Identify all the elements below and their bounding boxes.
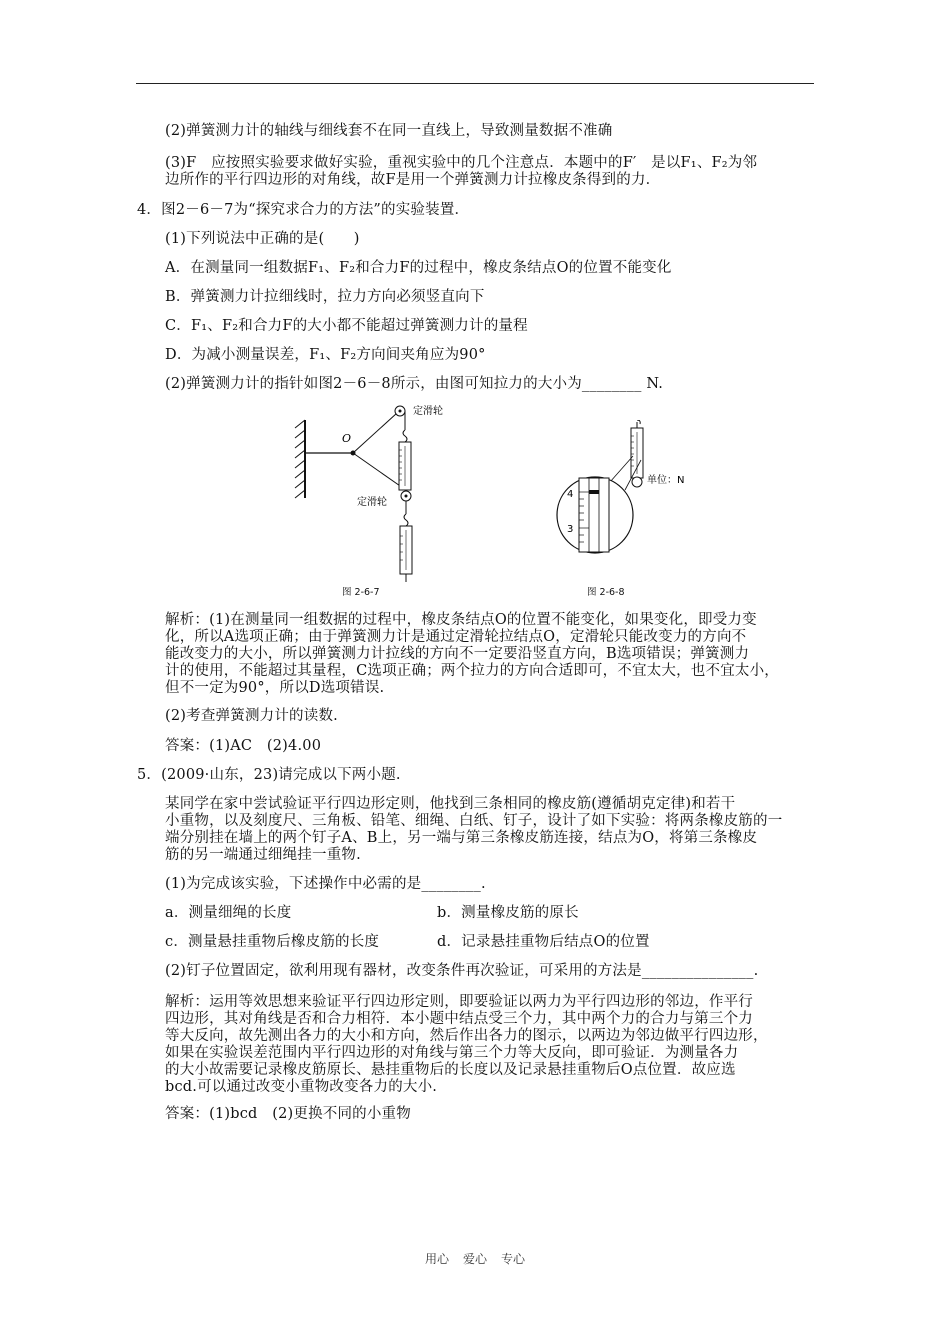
option-b: B．弹簧测力计拉细线时，拉力方向必须竖直向下	[165, 289, 485, 305]
text-line: (3)F 应按照实验要求做好实验，重视实验中的几个注意点．本题中的F′ 是以F₁、F₂为邻	[165, 155, 758, 171]
analysis-line: 解析：运用等效思想来验证平行四边形定则，即要验证以两力为平行四边形的邻边，作平行	[165, 994, 753, 1010]
pulley-label: 定滑轮	[357, 497, 387, 508]
text-line: 边所作的平行四边形的对角线，故F是用一个弹簧测力计拉橡皮条得到的力．	[165, 172, 661, 188]
analysis-line: 如果在实验误差范围内平行四边形的对角线与第三个力等大反向，即可验证．为测量各力	[165, 1045, 739, 1061]
question-5-text: 筋的另一端通过细绳挂一重物.	[165, 847, 361, 863]
footer-text: 专心	[501, 1252, 526, 1266]
footer-text: 爱心	[462, 1252, 487, 1266]
node-label: O	[342, 432, 352, 445]
question-4: 4．图2－6－7为“探究求合力的方法”的实验装置．	[137, 202, 470, 218]
analysis-line: 计的使用，不能超过其量程，C选项正确；两个拉力的方向合适即可，不宜太大，也不宜太小，	[165, 663, 779, 679]
analysis-line: bcd.可以通过改变小重物改变各力的大小.	[165, 1079, 438, 1095]
answer-4: 答案：(1)AC (2)4.00	[165, 738, 322, 754]
analysis-line: (2)考查弹簧测力计的读数.	[165, 708, 338, 724]
question-5-text: 端分别挂在墙上的两个钉子A、B上，另一端与第三条橡皮筋连接，结点为O，将第三条橡皮	[165, 830, 758, 846]
option-a: A．在测量同一组数据F₁、F₂和合力F的过程中，橡皮条结点O的位置不能变化	[165, 260, 672, 276]
page-footer	[0, 1250, 950, 1267]
question-4-part-1: (1)下列说法中正确的是( )	[165, 231, 360, 247]
tick-label: 3	[567, 524, 574, 535]
analysis-line: 的大小故需要记录橡皮筋原长、悬挂重物后的长度以及记录悬挂重物后O点位置．故应选	[165, 1062, 736, 1078]
option-d: d．记录悬挂重物后结点O的位置	[437, 934, 650, 950]
answer-5: 答案：(1)bcd (2)更换不同的小重物	[165, 1106, 411, 1122]
figure-caption: 图 2-6-8	[587, 587, 625, 598]
text-line: (2)弹簧测力计的轴线与细线套不在同一直线上，导致测量数据不准确	[165, 123, 613, 139]
analysis-line: 但不一定为90°，所以D选项错误.	[165, 680, 385, 696]
option-d: D．为减小测量误差，F₁、F₂方向间夹角应为90°	[165, 347, 486, 363]
question-5-part-1: (1)为完成该实验，下述操作中必需的是________.	[165, 876, 486, 892]
figure-2-6-8	[555, 420, 705, 560]
figure-2-6-7	[285, 398, 460, 598]
analysis-line: 化，所以A选项正确；由于弹簧测力计是通过定滑轮拉结点O，定滑轮只能改变力的方向不	[165, 629, 747, 645]
analysis-line: 能改变力的大小，所以弹簧测力计拉线的方向不一定要沿竖直方向，B选项错误；弹簧测力	[165, 646, 750, 662]
question-5-part-2: (2)钉子位置固定，欲利用现有器材，改变条件再次验证，可采用的方法是_______________.	[165, 963, 759, 979]
question-4-part-2: (2)弹簧测力计的指针如图2－6－8所示，由图可知拉力的大小为________ N.	[165, 376, 664, 392]
option-c: c．测量悬挂重物后橡皮筋的长度	[165, 934, 380, 950]
analysis-line: 等大反向，故先测出各力的大小和方向，然后作出各力的图示，以两边为邻边做平行四边形，	[165, 1028, 768, 1044]
figure-caption: 图 2-6-7	[342, 587, 380, 598]
question-5: 5．(2009·山东，23)请完成以下两小题.	[137, 767, 401, 783]
option-b: b．测量橡皮筋的原长	[437, 905, 579, 921]
unit-label: 单位：N	[647, 475, 685, 486]
footer-text: 用心	[424, 1252, 449, 1266]
analysis-line: 解析：(1)在测量同一组数据的过程中，橡皮条结点O的位置不能变化，如果变化，即受力变	[165, 612, 757, 628]
pulley-label: 定滑轮	[413, 406, 443, 417]
header-rule	[136, 83, 814, 84]
option-c: C．F₁、F₂和合力F的大小都不能超过弹簧测力计的量程	[165, 318, 528, 334]
option-a: a．测量细绳的长度	[165, 905, 292, 921]
question-5-text: 某同学在家中尝试验证平行四边形定则，他找到三条相同的橡皮筋(遵循胡克定律)和若干	[165, 796, 736, 812]
tick-label: 4	[567, 489, 574, 500]
analysis-line: 四边形，其对角线是否和合力相符．本小题中结点受三个力，其中两个力的合力与第三个力	[165, 1011, 753, 1027]
question-5-text: 小重物，以及刻度尺、三角板、铅笔、细绳、白纸、钉子，设计了如下实验：将两条橡皮筋的一	[165, 813, 783, 829]
